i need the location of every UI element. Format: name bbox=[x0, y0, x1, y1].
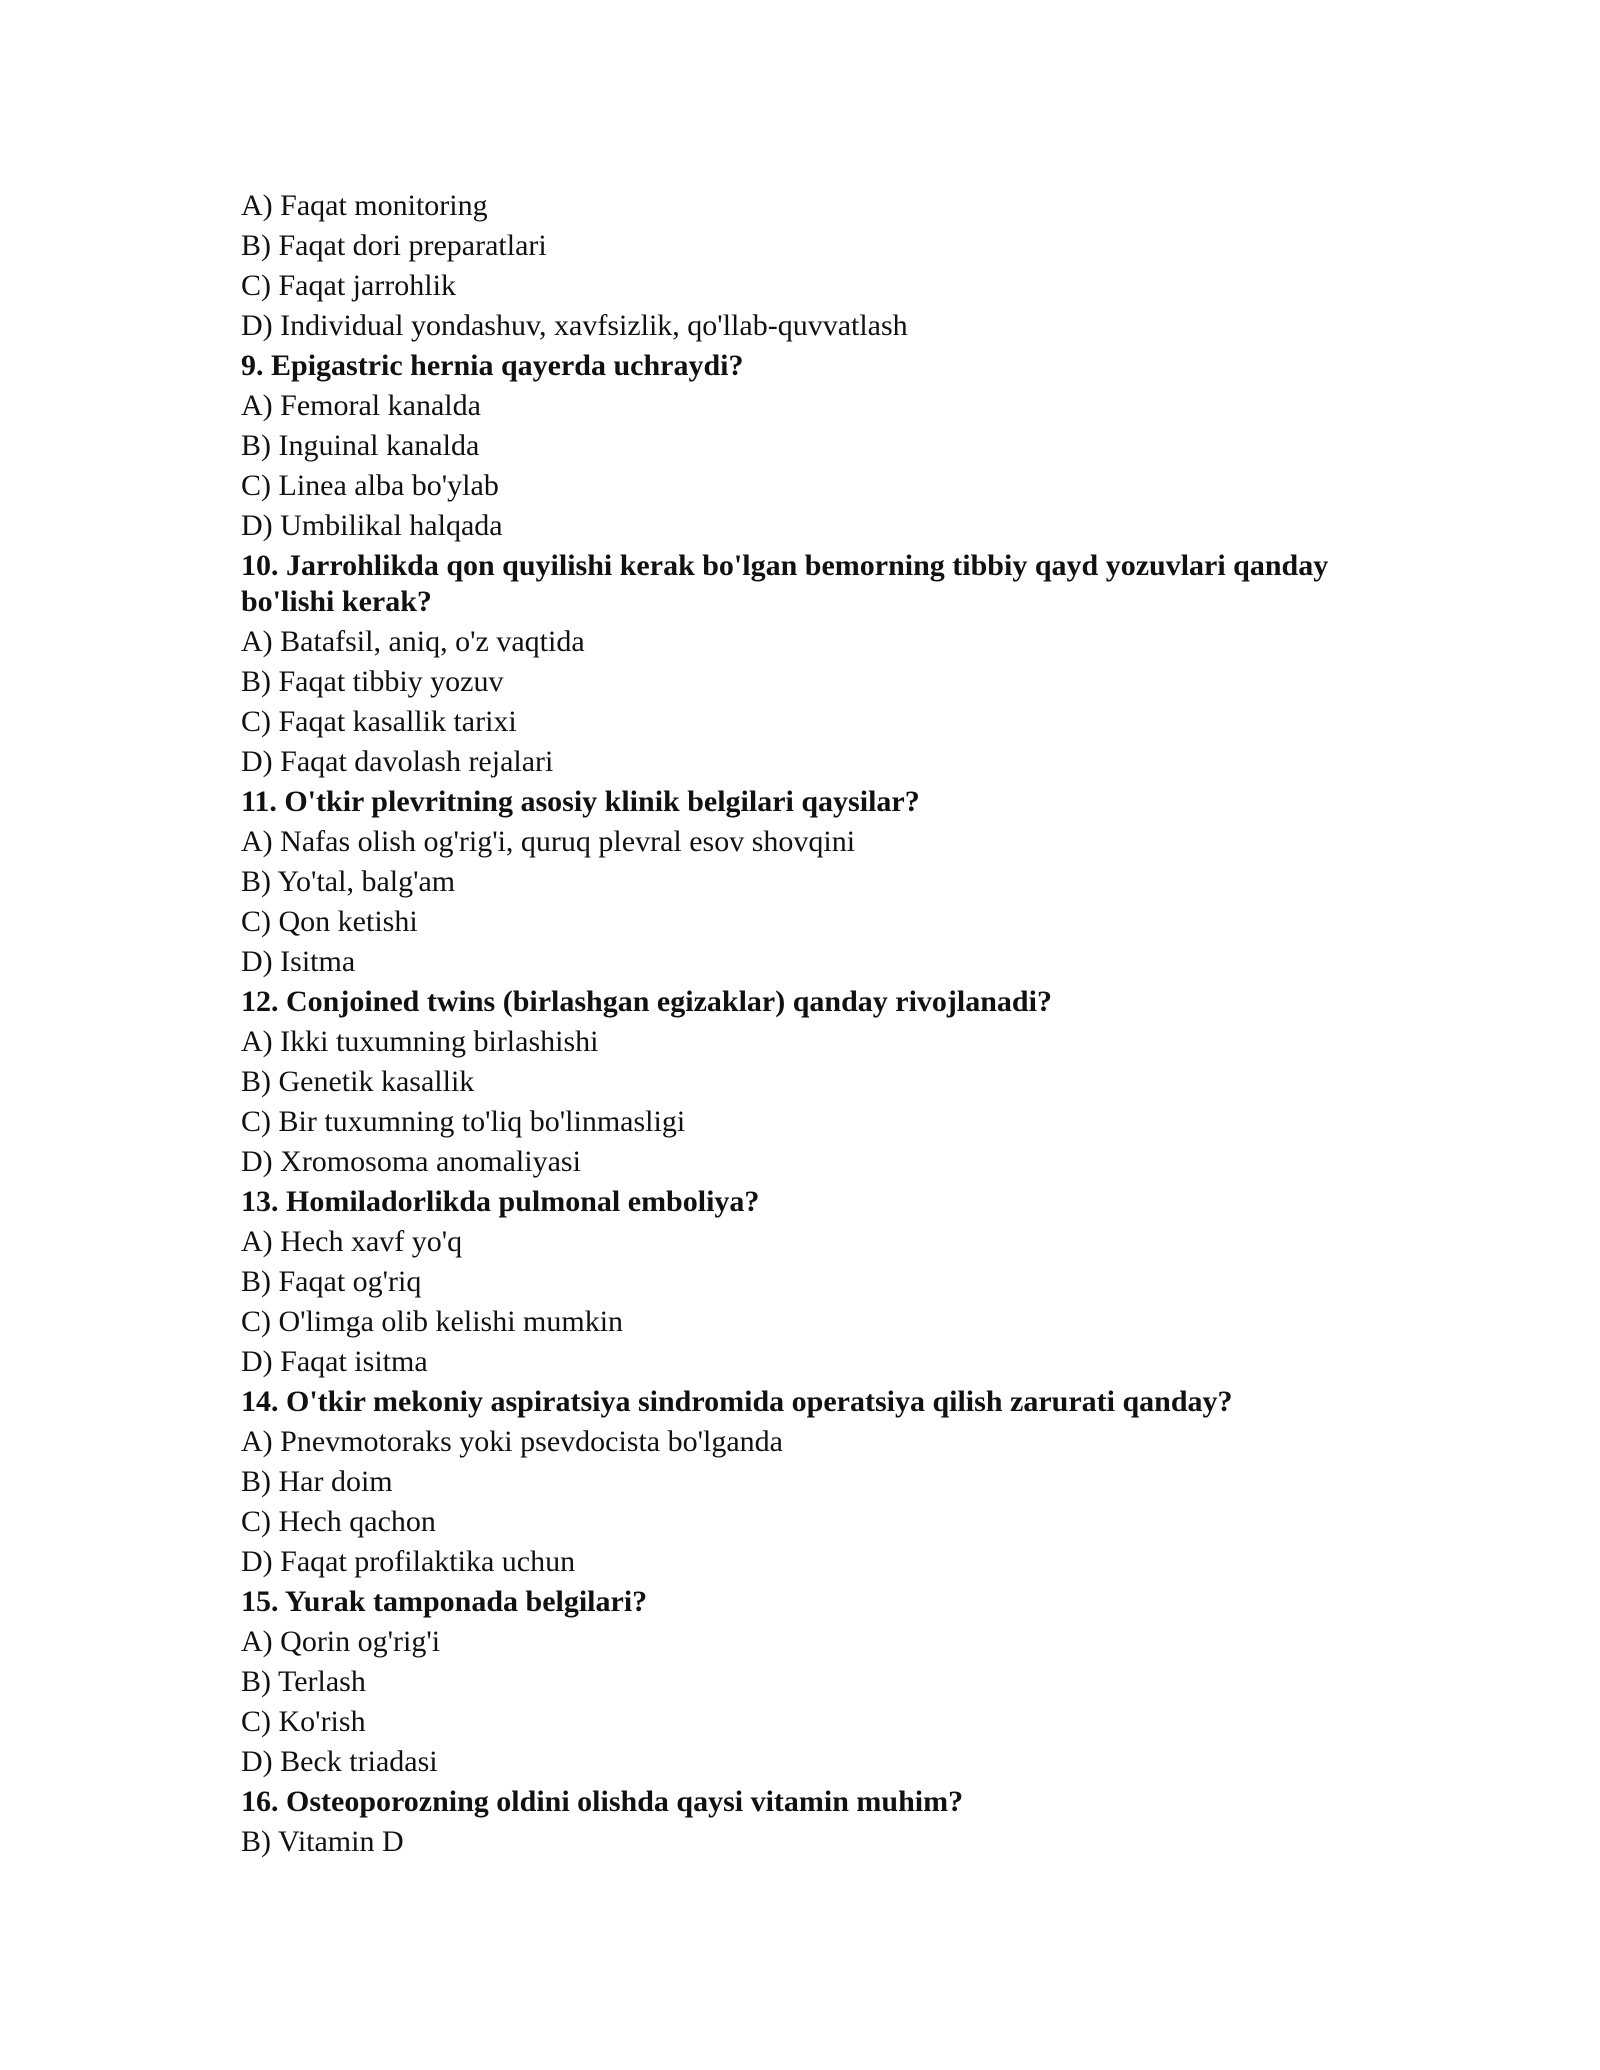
question-block-14 bbox=[241, 1382, 1391, 1582]
option-a: A) Qorin og'rig'i bbox=[241, 1625, 441, 1658]
option-d: D) Xromosoma anomaliyasi bbox=[241, 1145, 581, 1178]
option-d: D) Faqat isitma bbox=[241, 1345, 428, 1378]
option-a: A) Faqat monitoring bbox=[241, 189, 488, 222]
option-d: D) Faqat davolash rejalari bbox=[241, 745, 554, 778]
question-block-16 bbox=[241, 1782, 1391, 1862]
question-block-15 bbox=[241, 1582, 1391, 1782]
question-14: 14. O'tkir mekoniy aspiratsiya sindromida operatsiya qilish zarurati qanday? bbox=[241, 1385, 1233, 1418]
option-b: B) Vitamin D bbox=[241, 1825, 404, 1858]
question-block-12 bbox=[241, 982, 1391, 1182]
option-b: B) Faqat og'riq bbox=[241, 1265, 422, 1298]
question-15: 15. Yurak tamponada belgilari? bbox=[241, 1585, 648, 1618]
quiz-content bbox=[241, 186, 1391, 1862]
question-12: 12. Conjoined twins (birlashgan egizaklar) qanday rivojlanadi? bbox=[241, 985, 1052, 1018]
question-block-9 bbox=[241, 346, 1391, 546]
option-d: D) Faqat profilaktika uchun bbox=[241, 1545, 576, 1578]
option-d: D) Individual yondashuv, xavfsizlik, qo'llab-quvvatlash bbox=[241, 309, 908, 342]
question-11: 11. O'tkir plevritning asosiy klinik belgilari qaysilar? bbox=[241, 785, 920, 818]
question-block-11 bbox=[241, 782, 1391, 982]
option-c: C) Linea alba bo'ylab bbox=[241, 469, 499, 502]
option-b: B) Inguinal kanalda bbox=[241, 429, 480, 462]
option-d: D) Beck triadasi bbox=[241, 1745, 438, 1778]
option-c: C) Ko'rish bbox=[241, 1705, 366, 1738]
option-c: C) Bir tuxumning to'liq bo'linmasligi bbox=[241, 1105, 686, 1138]
option-c: C) Hech qachon bbox=[241, 1505, 436, 1538]
question-block-13 bbox=[241, 1182, 1391, 1382]
option-a: A) Batafsil, aniq, o'z vaqtida bbox=[241, 625, 585, 658]
option-a: A) Nafas olish og'rig'i, quruq plevral esov shovqini bbox=[241, 825, 856, 858]
option-d: D) Isitma bbox=[241, 945, 356, 978]
leading-options bbox=[241, 186, 1391, 346]
option-c: C) Qon ketishi bbox=[241, 905, 418, 938]
option-c: C) O'limga olib kelishi mumkin bbox=[241, 1305, 624, 1338]
question-block-10 bbox=[241, 546, 1391, 782]
option-b: B) Yo'tal, balg'am bbox=[241, 865, 456, 898]
option-a: A) Hech xavf yo'q bbox=[241, 1225, 463, 1258]
question-10: 10. Jarrohlikda qon quyilishi kerak bo'lgan bemorning tibbiy qayd yozuvlari qanday bo'lishi kerak? bbox=[241, 549, 1329, 618]
option-a: A) Ikki tuxumning birlashishi bbox=[241, 1025, 599, 1058]
option-b: B) Terlash bbox=[241, 1665, 366, 1698]
option-b: B) Har doim bbox=[241, 1465, 393, 1498]
option-d: D) Umbilikal halqada bbox=[241, 509, 503, 542]
option-b: B) Faqat dori preparatlari bbox=[241, 229, 547, 262]
option-b: B) Genetik kasallik bbox=[241, 1065, 475, 1098]
option-c: C) Faqat kasallik tarixi bbox=[241, 705, 517, 738]
option-a: A) Pnevmotoraks yoki psevdocista bo'lganda bbox=[241, 1425, 783, 1458]
option-a: A) Femoral kanalda bbox=[241, 389, 481, 422]
question-16: 16. Osteoporozning oldini olishda qaysi vitamin muhim? bbox=[241, 1785, 964, 1818]
question-9: 9. Epigastric hernia qayerda uchraydi? bbox=[241, 349, 744, 382]
option-b: B) Faqat tibbiy yozuv bbox=[241, 665, 504, 698]
question-13: 13. Homiladorlikda pulmonal emboliya? bbox=[241, 1185, 760, 1218]
option-c: C) Faqat jarrohlik bbox=[241, 269, 456, 302]
